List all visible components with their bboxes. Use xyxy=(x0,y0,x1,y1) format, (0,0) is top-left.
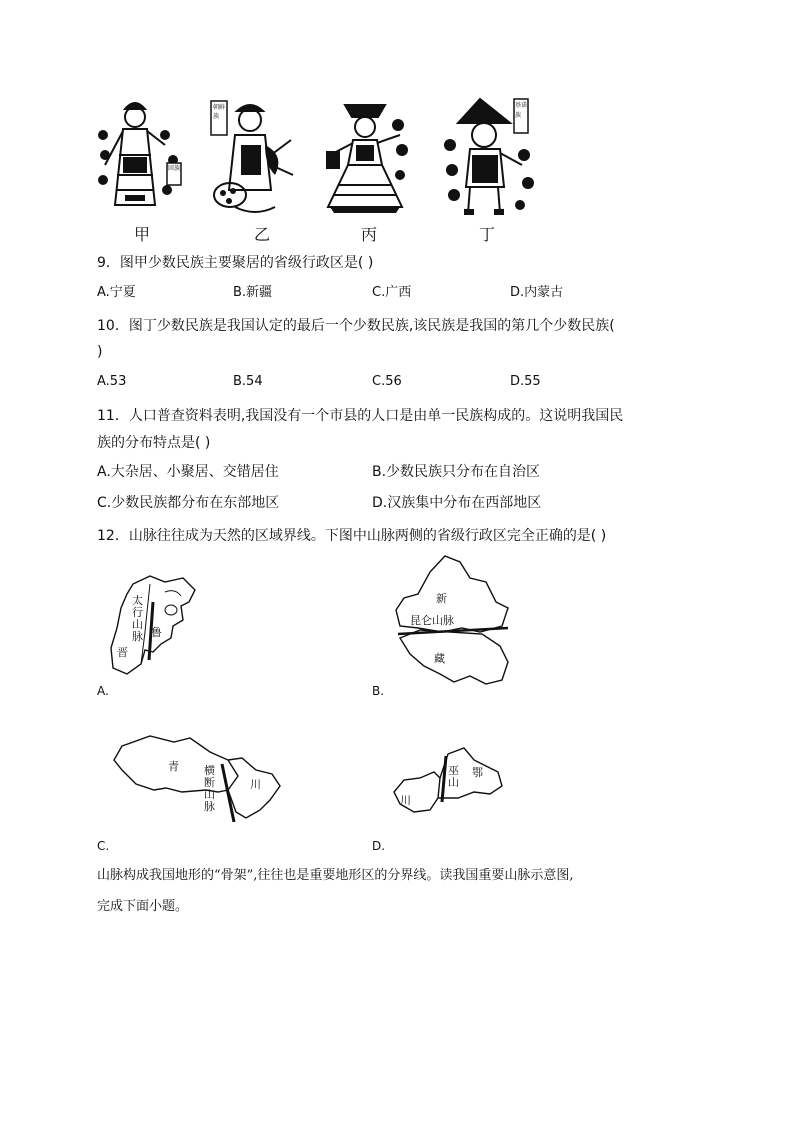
q10-option-d[interactable]: D.55 xyxy=(510,374,541,389)
label-jinuo: 基诺族 xyxy=(515,102,528,119)
map-b-mountain: 昆仑山脉 xyxy=(410,614,454,627)
map-c-left-province: 青 xyxy=(168,760,179,773)
map-c-mountain-1: 横 xyxy=(204,764,215,777)
q9-option-a[interactable]: A.宁夏 xyxy=(97,285,136,300)
map-b-top-province: 新 xyxy=(436,592,447,605)
map-c-mountain-3: 山 xyxy=(204,788,215,801)
map-a-mountain-4: 脉 xyxy=(132,630,143,643)
caption-yi: 乙 xyxy=(254,225,271,244)
q9-option-d[interactable]: D.内蒙古 xyxy=(510,285,564,300)
ethnic-figure-jia xyxy=(95,95,190,220)
q11-option-a[interactable]: A.大杂居、小聚居、交错居住 xyxy=(97,464,279,480)
map-a-right-province: 鲁 xyxy=(151,626,162,639)
ethnic-figure-yi xyxy=(205,95,300,220)
intro-line-2: 完成下面小题。 xyxy=(97,899,189,914)
map-a[interactable] xyxy=(105,572,200,677)
label-chaoxian: 朝鲜族 xyxy=(213,104,226,120)
caption-bing: 丙 xyxy=(361,225,378,244)
q9-option-c[interactable]: C.广西 xyxy=(372,285,412,300)
map-c-mountain-4: 脉 xyxy=(204,800,215,813)
map-a-mountain-1: 太 xyxy=(132,594,143,607)
map-c-right-province: 川 xyxy=(250,778,261,791)
q10-option-c[interactable]: C.56 xyxy=(372,374,402,389)
map-d-mountain-1: 巫 xyxy=(448,764,459,777)
q9-option-b[interactable]: B.新疆 xyxy=(233,285,273,300)
map-a-left-province: 晋 xyxy=(117,646,128,659)
ethnic-figure-bing xyxy=(320,95,410,220)
q11-option-c[interactable]: C.少数民族都分布在东部地区 xyxy=(97,495,280,511)
map-option-c[interactable]: C. xyxy=(97,839,110,853)
intro-line-1: 山脉构成我国地形的“骨架”,往往也是重要地形区的分界线。读我国重要山脉示意图, xyxy=(97,868,574,883)
q11-option-d[interactable]: D.汉族集中分布在西部地区 xyxy=(372,495,542,511)
question-11-stem-line1: 11．人口普查资料表明,我国没有一个市县的人口是由单一民族构成的。这说明我国民 xyxy=(97,408,624,424)
map-d-mountain-2: 山 xyxy=(448,776,459,789)
ethnic-figure-ding xyxy=(440,95,540,220)
q10-option-b[interactable]: B.54 xyxy=(233,374,263,389)
q11-option-b[interactable]: B.少数民族只分布在自治区 xyxy=(372,464,541,480)
label-hui: 回族 xyxy=(168,165,181,172)
map-a-mountain-3: 山 xyxy=(132,618,143,631)
map-b[interactable] xyxy=(390,552,520,692)
map-b-bottom-province: 藏 xyxy=(434,652,445,665)
map-option-b[interactable]: B. xyxy=(372,684,385,698)
map-c[interactable] xyxy=(110,730,285,825)
question-10-stem-line1: 10．图丁少数民族是我国认定的最后一个少数民族,该民族是我国的第几个少数民族( xyxy=(97,318,615,334)
question-12-stem: 12．山脉往往成为天然的区域界线。下图中山脉两侧的省级行政区完全正确的是( ) xyxy=(97,528,607,544)
caption-ding: 丁 xyxy=(479,225,496,244)
map-option-d[interactable]: D. xyxy=(372,839,386,853)
caption-jia: 甲 xyxy=(134,225,151,244)
question-9-stem: 9．图甲少数民族主要聚居的省级行政区是( ) xyxy=(97,255,374,271)
map-option-a[interactable]: A. xyxy=(97,684,109,698)
question-10-stem-line2: ) xyxy=(97,344,103,360)
map-d-left-province: 川 xyxy=(400,794,411,807)
map-c-mountain-2: 断 xyxy=(204,776,215,789)
map-d[interactable] xyxy=(390,742,505,817)
q10-option-a[interactable]: A.53 xyxy=(97,374,127,389)
question-11-stem-line2: 族的分布特点是( ) xyxy=(97,435,211,451)
map-a-mountain-2: 行 xyxy=(132,606,143,619)
map-d-right-province: 鄂 xyxy=(472,766,483,779)
